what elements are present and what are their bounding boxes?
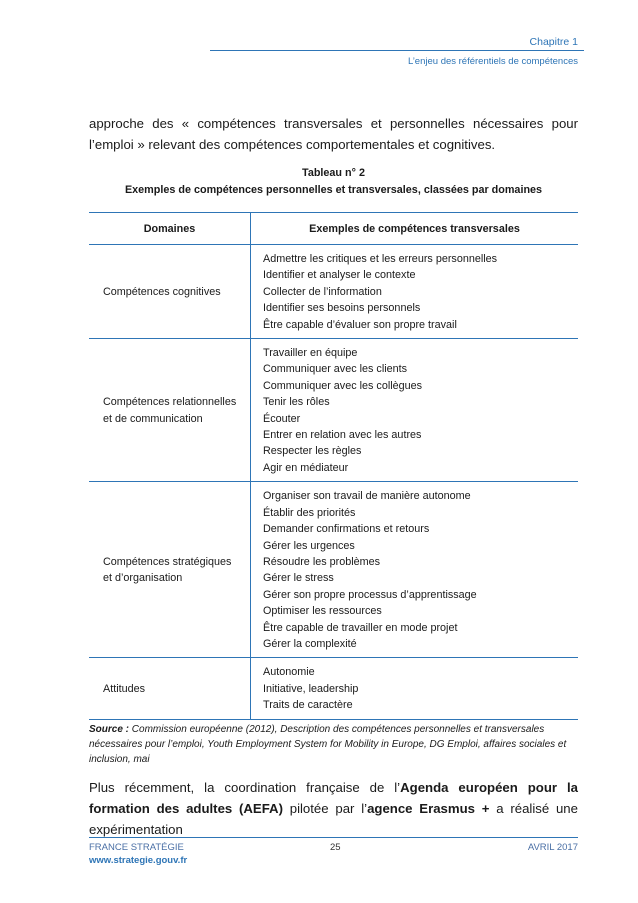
competence-item: Être capable de travailler en mode projet <box>263 621 458 634</box>
domain-cell <box>89 245 251 339</box>
header-subtitle: L’enjeu des référentiels de compétences <box>407 56 578 67</box>
domain-label: Compétences cognitives <box>103 285 221 298</box>
domain-label: Compétences relationnelles <box>103 396 237 409</box>
competence-item: Traits de caractère <box>263 699 353 712</box>
header-divider <box>210 50 584 51</box>
competence-item: Tenir les rôles <box>263 396 330 409</box>
table-row <box>89 482 578 658</box>
competences-table <box>89 212 578 720</box>
table-body <box>89 245 578 720</box>
competence-item: Demander confirmations et retours <box>263 523 430 536</box>
competence-item: Entrer en relation avec les autres <box>263 429 422 442</box>
competence-item: Agir en médiateur <box>263 461 349 474</box>
column-header-domains: Domaines <box>89 213 251 245</box>
competence-item: Respecter les règles <box>263 445 362 458</box>
conclusion-paragraph <box>89 777 578 840</box>
competence-item: Résoudre les problèmes <box>263 555 381 568</box>
table-number: Tableau n° 2 <box>302 167 365 179</box>
examples-cell <box>251 482 579 658</box>
header-chapter: Chapitre 1 <box>529 36 578 48</box>
examples-cell <box>251 339 579 482</box>
examples-cell <box>251 245 579 339</box>
table-header-row <box>89 213 578 245</box>
competence-item: Initiative, leadership <box>263 682 359 695</box>
conclusion-part-1: Plus récemment, la coordination française de l’ <box>89 780 401 795</box>
competence-item: Collecter de l’information <box>263 285 382 298</box>
conclusion-part-3: a réalisé une expérimentation <box>89 801 578 837</box>
domain-cell <box>89 482 251 658</box>
competence-item: Être capable d’évaluer son propre travail <box>263 318 457 331</box>
conclusion-part-2: pilotée par l’ <box>282 801 368 816</box>
conclusion-text <box>89 777 578 840</box>
competence-item: Écouter <box>263 412 301 425</box>
source-label: Source : <box>89 724 130 735</box>
footer-divider <box>89 837 578 838</box>
table-title: Exemples de compétences personnelles et transversales, classées par domaines <box>124 184 543 196</box>
domain-label: Attitudes <box>103 682 146 695</box>
conclusion-bold-erasmus: agence Erasmus + <box>367 801 490 816</box>
competence-item: Gérer les urgences <box>263 539 355 552</box>
page-number: 25 <box>330 842 341 853</box>
competence-item: Gérer son propre processus d’apprentissage <box>263 588 477 601</box>
domain-label: et d’organisation <box>103 572 183 585</box>
footer-url-link[interactable]: www.strategie.gouv.fr <box>89 855 188 866</box>
domain-label: Compétences stratégiques <box>103 555 232 568</box>
competence-item: Établir des priorités <box>263 506 356 519</box>
competence-item: Communiquer avec les collègues <box>263 379 423 392</box>
competence-item: Gérer le stress <box>263 572 334 585</box>
competence-item: Identifier et analyser le contexte <box>263 269 416 282</box>
table-row <box>89 339 578 482</box>
examples-cell <box>251 658 579 719</box>
source-note <box>89 722 578 768</box>
competence-item: Admettre les critiques et les erreurs personnelles <box>263 253 498 265</box>
domain-cell <box>89 658 251 719</box>
footer-date: AVRIL 2017 <box>527 842 578 853</box>
footer-org: FRANCE STRATÉGIE <box>89 842 184 853</box>
competence-item: Autonomie <box>263 666 315 679</box>
domain-cell <box>89 339 251 482</box>
column-header-examples: Exemples de compétences transversales <box>251 213 579 245</box>
competence-item: Communiquer avec les clients <box>263 363 408 376</box>
table-row <box>89 658 578 719</box>
intro-text: approche des « compétences transversales et personnelles nécessaires pour l’emploi » relevant des compétences comportementales et cognitives. <box>89 116 578 152</box>
table-row <box>89 245 578 339</box>
conclusion-bold-aefa: Agenda européen pour la formation des adultes (AEFA) <box>89 780 578 816</box>
competence-item: Organiser son travail de manière autonome <box>263 490 471 503</box>
domain-label: et de communication <box>103 412 203 425</box>
source-text: Commission européenne (2012), Description des compétences personnelles et transversales nécessaires pour l’emploi, Youth Employment System for Mobility in Europe, DG Emploi, affaires sociales et inclusion, mai <box>89 724 567 766</box>
competence-item: Identifier ses besoins personnels <box>263 302 421 315</box>
competence-item: Gérer la complexité <box>263 637 357 650</box>
competence-item: Optimiser les ressources <box>263 605 382 618</box>
competence-item: Travailler en équipe <box>263 347 358 360</box>
intro-paragraph <box>89 113 578 155</box>
